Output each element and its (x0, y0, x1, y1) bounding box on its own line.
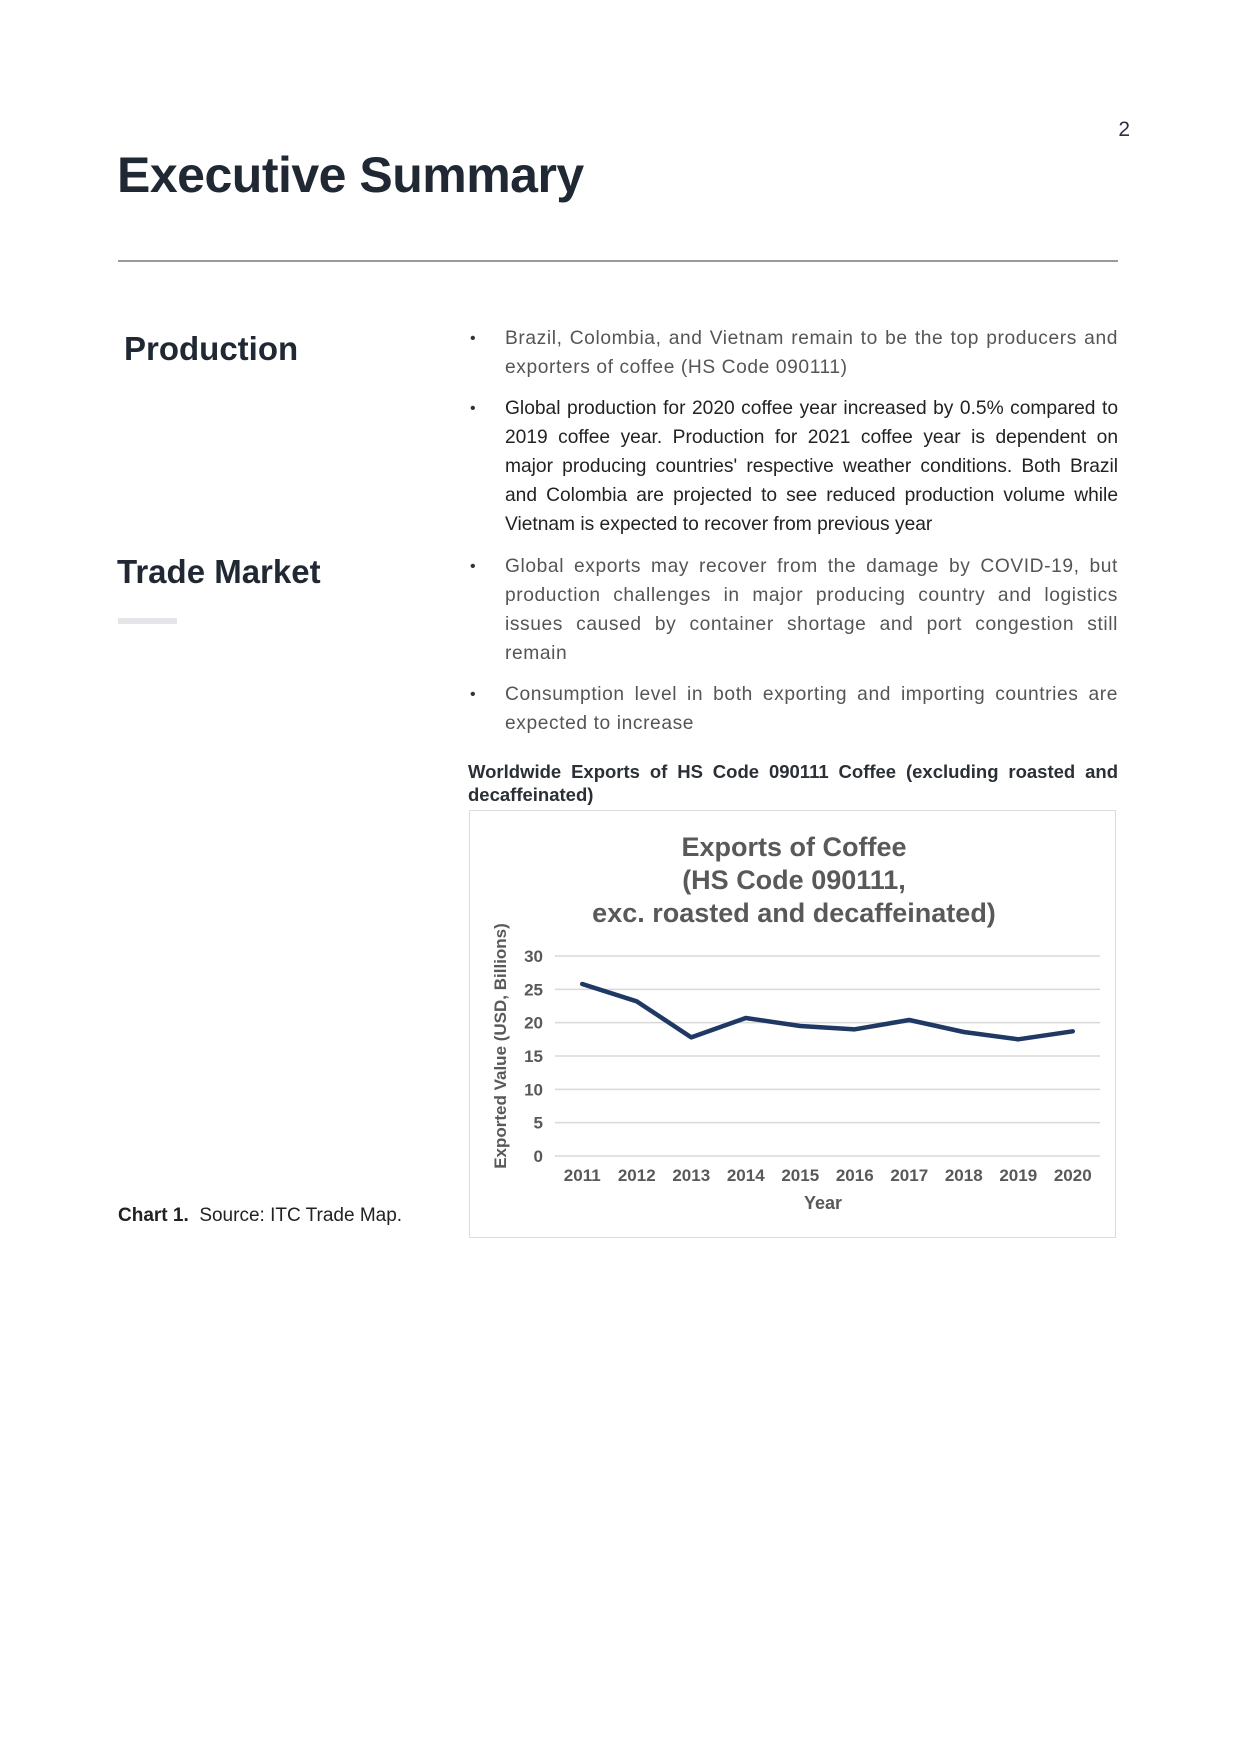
y-tick-label: 0 (533, 1147, 543, 1166)
series-layer (582, 984, 1073, 1040)
chart-container (469, 810, 1116, 1238)
x-tick-label: 2012 (617, 1166, 656, 1185)
x-axis-ticks (564, 1166, 1092, 1185)
x-axis-label: Year (803, 1193, 843, 1213)
trade-market-bullet-list (468, 552, 1118, 750)
line-chart (470, 811, 1114, 1236)
page-number: 2 (1118, 118, 1130, 141)
y-tick-label: 15 (524, 1047, 543, 1066)
y-tick-label: 30 (524, 947, 543, 966)
series-line (582, 984, 1073, 1039)
title-divider (118, 260, 1118, 262)
y-axis-label: Exported Value (USD, Billions) (491, 923, 510, 1169)
y-tick-label: 20 (524, 1013, 543, 1033)
bullet-item (468, 324, 1118, 382)
y-axis-ticks (524, 947, 543, 1166)
bullet-text: Consumption level in both exporting and importing countries are expected to increase (505, 684, 1118, 734)
bullet-icon: • (470, 330, 476, 347)
chart-title-line: Exports of Coffee (681, 832, 907, 862)
chart-caption (118, 1205, 402, 1227)
bullet-icon: • (470, 686, 476, 703)
x-tick-label: 2011 (563, 1166, 601, 1185)
gridlines (555, 956, 1100, 1156)
x-tick-label: 2019 (999, 1166, 1038, 1185)
chart-title-line: (HS Code 090111, (682, 865, 906, 895)
bullet-icon: • (470, 558, 476, 575)
bullet-item (468, 394, 1118, 539)
caption-text: Source: ITC Trade Map. (199, 1205, 403, 1226)
bullet-text: Brazil, Colombia, and Vietnam remain to be the top producers and exporters of coffee (HS Code 090111) (505, 328, 1118, 378)
y-tick-label: 5 (533, 1113, 543, 1133)
x-tick-label: 2020 (1053, 1166, 1092, 1185)
section-heading-production: Production (124, 330, 299, 367)
y-tick-label: 10 (524, 1080, 543, 1100)
x-tick-label: 2017 (890, 1166, 929, 1185)
bullet-item (468, 680, 1118, 738)
x-tick-label: 2013 (672, 1166, 711, 1185)
bullet-text: Global exports may recover from the damage by COVID-19, but production challenges in major producing country and logistics issues caused by container shortage and port congestion still remain (505, 556, 1118, 664)
x-tick-label: 2014 (726, 1166, 765, 1185)
x-tick-label: 2016 (835, 1166, 874, 1185)
chart-title (592, 832, 996, 928)
page-title: Executive Summary (117, 147, 584, 203)
section-heading-trade-market: Trade Market (117, 553, 321, 590)
y-tick-label: 25 (524, 980, 543, 1000)
chart-heading: Worldwide Exports of HS Code 090111 Coffee (excluding roasted and decaffeinated) (468, 761, 1118, 805)
bullet-text: Global production for 2020 coffee year increased by 0.5% compared to 2019 coffee year. Production for 2021 coffee year is dependent on major producing countries' respective weather conditions. Both Brazil and Colombia are projected to see reduced production volume while Vietnam is expected to recover from previous year (505, 398, 1118, 535)
production-bullet-list (468, 324, 1118, 551)
x-tick-label: 2018 (944, 1166, 983, 1185)
x-tick-label: 2015 (781, 1166, 820, 1185)
bullet-item (468, 552, 1118, 668)
section-accent-bar (118, 618, 177, 624)
chart-title-line: exc. roasted and decaffeinated) (592, 898, 996, 928)
bullet-icon: • (470, 400, 476, 417)
caption-label: Chart 1. (118, 1205, 189, 1226)
